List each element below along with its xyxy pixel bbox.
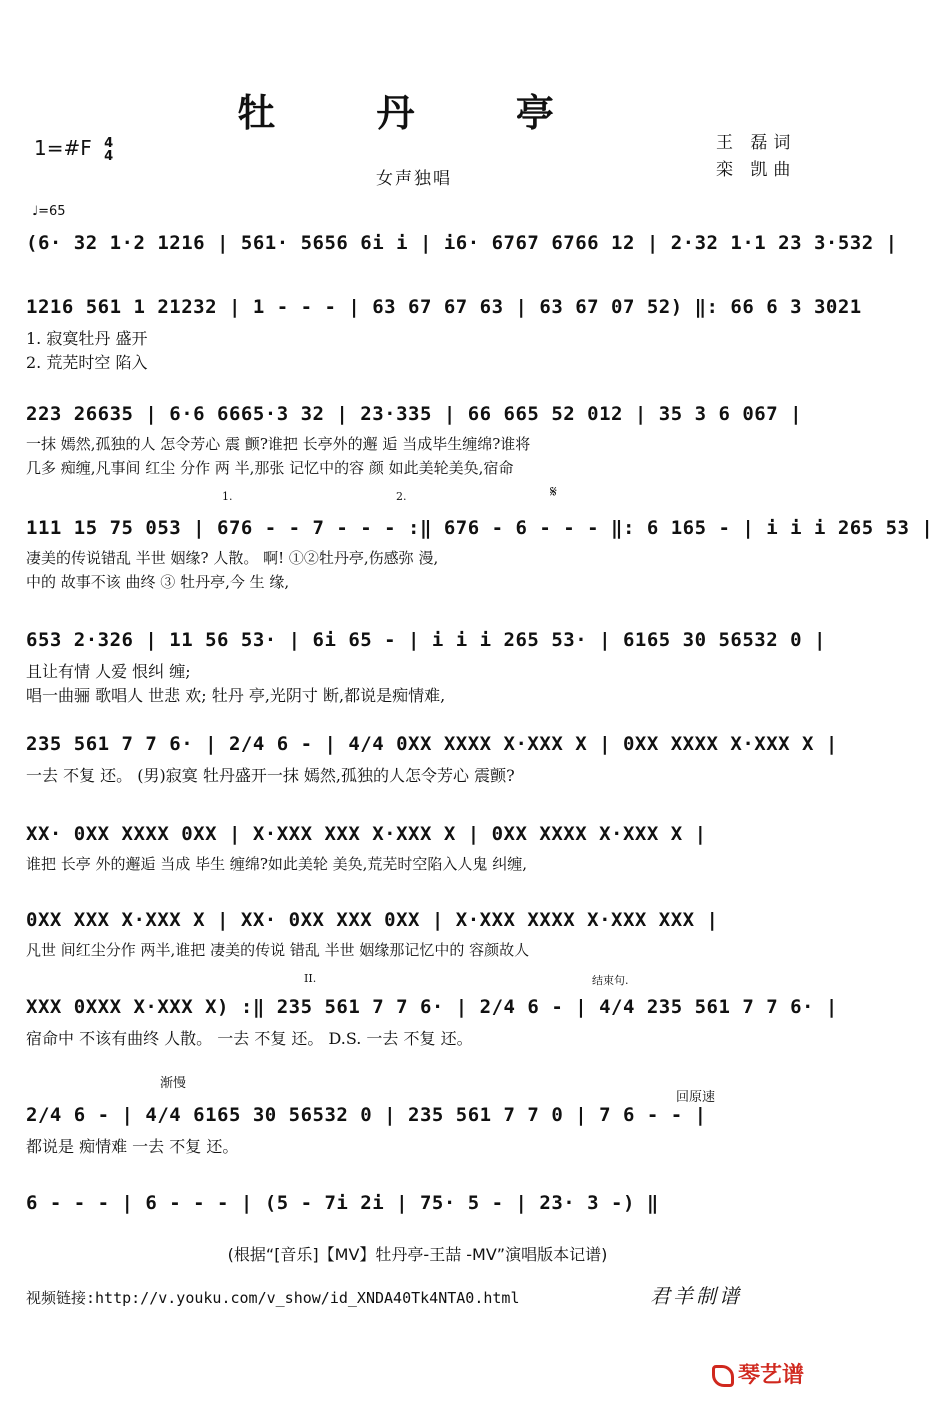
score-notes-line: 111 15 75 053 | 676 - - 7 - - - :‖ 676 - 6 - - - ‖: 6 165 - | i i i 265 53 | <box>26 517 933 539</box>
rit-mark: 渐慢 <box>160 1076 187 1091</box>
meter-bottom: 4 <box>104 148 114 164</box>
score-lyric-line: 一去 不复 还。 (男)寂寞 牡丹盛开一抹 嫣然,孤独的人怎令芳心 震颤? <box>26 766 515 785</box>
score-lyric-line: 凄美的传说错乱 半世 姻缘? 人散。 啊! ①②牡丹亭,伤感弥 漫, <box>26 549 439 567</box>
score-lyric-line: 1. 寂寞牡丹 盛开 <box>26 329 148 348</box>
time-signature <box>104 137 113 163</box>
key-signature <box>34 136 113 163</box>
score-lyric-line: 唱一曲骊 歌唱人 世悲 欢; 牡丹 亭,光阴寸 断,都说是痴情难, <box>26 686 446 705</box>
score-notes-line: 2/4 6 - | 4/4 6165 30 56532 0 | 235 561 7 7 0 | 7 6 - - | <box>26 1104 707 1126</box>
score-lyric-line: 几多 痴缠,凡事间 红尘 分作 两 半,那张 记忆中的容 颜 如此美轮美奂,宿命 <box>26 459 514 477</box>
score-lyric-line: 2. 荒芜时空 陷入 <box>26 353 148 372</box>
lyricist-credit: 王 磊词 <box>716 133 797 153</box>
tempo-marking: ♩=65 <box>32 204 66 219</box>
ending-label: 结束句. <box>592 974 629 987</box>
score-notes-line: 0XX XXX X·XXX X | XX· 0XX XXX 0XX | X·XXX XXXX X·XXX XXX | <box>26 909 719 931</box>
source-note: (根据“[音乐]【MV】牡丹亭-王喆 -MV”演唱版本记谱) <box>227 1245 608 1264</box>
score-notes-line: 223 26635 | 6·6 6665·3 32 | 23·335 | 66 665 52 012 | 35 3 6 067 | <box>26 403 803 425</box>
page-title: 牡 丹 亭 <box>237 90 598 135</box>
score-lyric-line: 都说是 痴情难 一去 不复 还。 <box>26 1137 239 1156</box>
score-notes-line: 6 - - - | 6 - - - | (5 - 7i 2i | 75· 5 - | 23· 3 -) ‖ <box>26 1192 659 1214</box>
score-lyric-line: 谁把 长亭 外的邂逅 当成 毕生 缠绵?如此美轮 美奂,荒芜时空陷入人鬼 纠缠, <box>26 855 527 873</box>
score-lyric-line: 凡世 间红尘分作 两半,谁把 凄美的传说 错乱 半世 姻缘那记忆中的 容颜故人 <box>26 941 530 959</box>
transcriber-signature: 君羊制谱 <box>650 1284 742 1308</box>
score-notes-line: 653 2·326 | 11 56 53· | 6i 65 - | i i i 265 53· | 6165 30 56532 0 | <box>26 629 826 651</box>
meter-top: 4 <box>104 135 114 151</box>
score-notes-line: XXX 0XXX X·XXX X) :‖ 235 561 7 7 6· | 2/4 6 - | 4/4 235 561 7 7 6· | <box>26 996 838 1018</box>
video-link[interactable]: 视频链接:http://v.youku.com/v_show/id_XNDA40Tk4NTA0.html <box>26 1289 520 1307</box>
volta-ii: II. <box>304 972 317 985</box>
score-notes-line: (6· 32 1·2 1216 | 561· 5656 6i i | i6· 6767 6766 12 | 2·32 1·1 23 3·532 | <box>26 232 898 254</box>
score-lyric-line: 中的 故事不该 曲终 ③ 牡丹亭,今 生 缘, <box>26 573 290 591</box>
volta-1: 1. <box>222 490 233 503</box>
logo-icon <box>712 1365 734 1387</box>
score-lyric-line: 宿命中 不该有曲终 人散。 一去 不复 还。 D.S. 一去 不复 还。 <box>26 1029 473 1048</box>
score-notes-line: 235 561 7 7 6· | 2/4 6 - | 4/4 0XX XXXX X·XXX X | 0XX XXXX X·XXX X | <box>26 733 838 755</box>
score-notes-line: 1216 561 1 21232 | 1 - - - | 63 67 67 63 | 63 67 07 52) ‖: 66 6 3 3021 <box>26 296 862 318</box>
site-logo[interactable] <box>712 1358 804 1389</box>
a-tempo-mark: 回原速 <box>676 1090 716 1105</box>
volta-2: 2. <box>396 490 407 503</box>
segno-mark: 𝄋 <box>550 482 557 501</box>
composer-credit: 栾 凯曲 <box>716 160 797 180</box>
score-lyric-line: 且让有情 人爱 恨纠 缠; <box>26 662 191 681</box>
score-notes-line: XX· 0XX XXXX 0XX | X·XXX XXX X·XXX X | 0XX XXXX X·XXX X | <box>26 823 707 845</box>
score-lyric-line: 一抹 嫣然,孤独的人 怎令芳心 震 颤?谁把 长亭外的邂 逅 当成毕生缠绵?谁将 <box>26 435 531 453</box>
performer-label: 女声独唱 <box>376 169 452 189</box>
logo-text: 琴艺谱 <box>738 1363 805 1388</box>
key-label: 1=#F <box>34 136 92 160</box>
